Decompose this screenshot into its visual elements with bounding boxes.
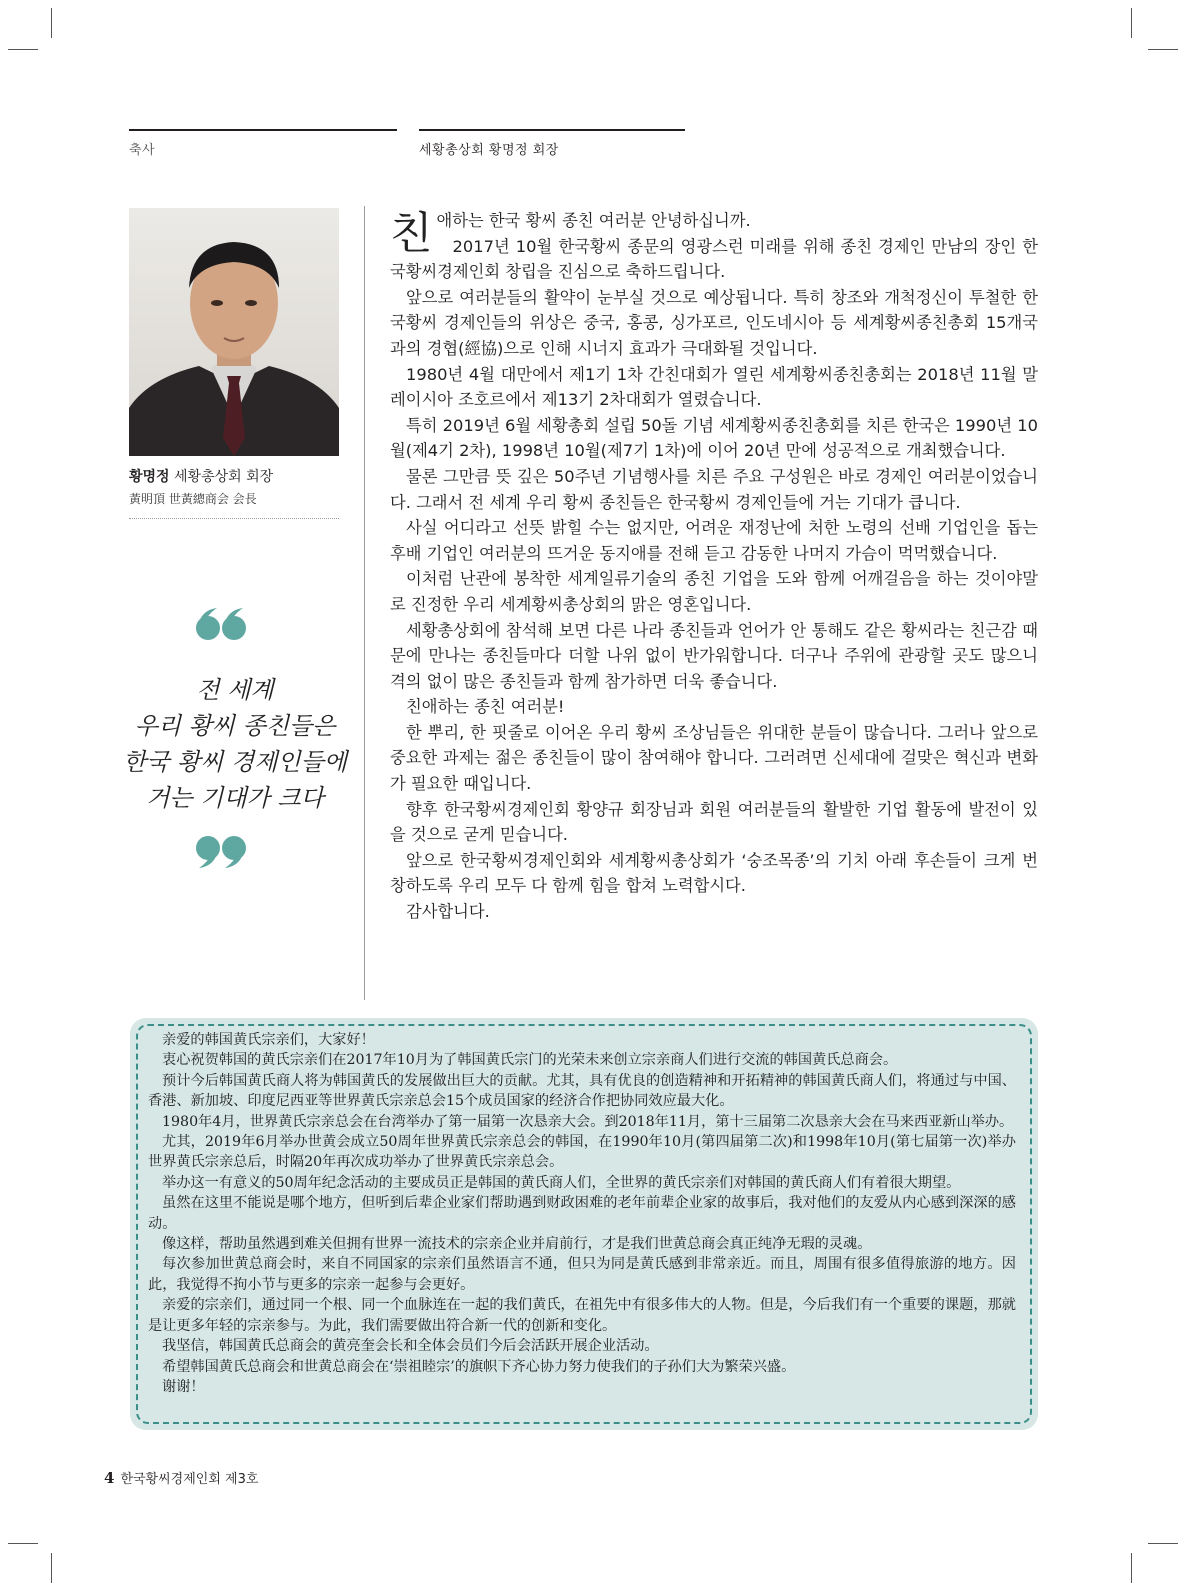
chinese-article bbox=[148, 1030, 1016, 1397]
pull-quote-line: 전 세계 bbox=[196, 676, 274, 704]
article-paragraph: 감사합니다. bbox=[406, 902, 490, 922]
article-paragraph: 사실 어디라고 선뜻 밝힐 수는 없지만, 어려운 재정난에 처한 노령의 선배 기업인을 돕는 후배 기업인 여러분의 뜨거운 동지애를 전해 듣고 감동한 나머지 가슴이 먹먹했습니다. bbox=[390, 518, 1038, 563]
article-paragraph: 친애하는 종친 여러분! bbox=[406, 697, 565, 717]
chinese-paragraph: 希望韩国黄氏总商会和世黄总商会在‘崇祖睦宗’的旗帜下齐心协力努力使我们的子孙们大为繁荣兴盛。 bbox=[162, 1358, 796, 1375]
chinese-paragraph: 每次参加世黄总商会时，来自不同国家的宗亲们虽然语言不通，但只为同是黄氏感到非常亲近。而且，周围有很多值得旅游的地方。因此，我觉得不拘小节与更多的宗亲一起参与会更好。 bbox=[148, 1256, 1016, 1293]
chinese-paragraph: 亲爱的宗亲们，通过同一个根、同一个血脉连在一起的我们黄氏，在祖先中有很多伟大的人物。但是，今后我们有一个重要的课题，那就是让更多年轻的宗亲参与。为此，我们需要做出符合新一代的创新和变化。 bbox=[148, 1297, 1016, 1334]
paragraph-text: 애하는 한국 황씨 종친 여러분 안녕하십니까. bbox=[436, 211, 751, 230]
page-number: 4 bbox=[104, 1469, 115, 1487]
article-paragraph: 앞으로 여러분들의 활약이 눈부실 것으로 예상됩니다. 특히 창조와 개척정신이 투철한 한국황씨 경제인들의 위상은 중국, 홍콩, 싱가포르, 인도네시아 등 세계황씨종친총회 15개국과의 경협(經協)으로 인해 시너지 효과가 극대화될 것입니다. bbox=[390, 287, 1038, 358]
article-paragraph: 물론 그만큼 뜻 깊은 50주년 기념행사를 치른 주요 구성원은 바로 경제인 여러분이었습니다. 그래서 전 세계 우리 황씨 종친들은 한국황씨 경제인들에 거는 기대가 큽니다. bbox=[390, 466, 1038, 512]
portrait-image bbox=[129, 208, 339, 456]
pull-quote-line: 거는 기대가 크다 bbox=[146, 784, 324, 812]
crop-mark bbox=[8, 1543, 38, 1544]
author-hanja: 黃明頂 世黃總商会 会長 bbox=[129, 492, 257, 506]
header-rule-left bbox=[129, 129, 397, 131]
chinese-paragraph: 亲爱的韩国黄氏宗亲们，大家好！ bbox=[162, 1032, 375, 1048]
header-rule-right bbox=[419, 129, 685, 131]
crop-mark bbox=[1148, 1543, 1178, 1544]
section-label: 축사 bbox=[129, 143, 156, 158]
article-paragraph: 1980년 4월 대만에서 제1기 1차 간친대회가 열린 세계황씨종친총회는 2018년 11월 말레이시아 조호르에서 제13기 2차대회가 열렸습니다. bbox=[390, 364, 1038, 410]
author-title: 세황총상회 회장 bbox=[174, 469, 274, 485]
drop-cap: 친 bbox=[390, 208, 433, 259]
article-paragraph: 세황총상회에 참석해 보면 다른 나라 종친들과 언어가 안 통해도 같은 황씨라는 친근감 때문에 만나는 종친들마다 더할 나위 없이 반가워합니다. 더구나 주위에 관광할 곳도 많으니 격의 없이 많은 종친들과 함께 참가하면 더욱 좋습니다. bbox=[390, 620, 1038, 691]
chinese-paragraph: 举办这一有意义的50周年纪念活动的主要成员正是韩国的黄氏商人们，全世界的黄氏宗亲们对韩国的黄氏商人们有着很大期望。 bbox=[162, 1174, 961, 1191]
chinese-paragraph: 尤其，2019年6月举办世黄会成立50周年世界黄氏宗亲总会的韩国，在1990年10月(第四届第二次)和1998年10月(第七届第一次)举办世界黄氏宗亲总后，时隔20年再次成功举办了世界黄氏宗亲总会。 bbox=[148, 1134, 1016, 1171]
pull-quote bbox=[100, 672, 370, 816]
article-paragraph: 향후 한국황씨경제인회 황양규 회장님과 회원 여러분들의 활발한 기업 활동에 발전이 있을 것으로 굳게 믿습니다. bbox=[390, 799, 1038, 845]
author-photo bbox=[129, 208, 339, 456]
page-footer bbox=[104, 1468, 258, 1487]
chinese-translation-box bbox=[130, 1018, 1038, 1430]
article-paragraph: 2017년 10월 한국황씨 종문의 영광스런 미래를 위해 종친 경제인 만남의 장인 한국황씨경제인회 창립을 진심으로 축하드립니다. bbox=[390, 236, 1038, 282]
chinese-paragraph: 1980年4月，世界黄氏宗亲总会在台湾举办了第一届第一次恳亲大会。到2018年11月，第十三届第二次恳亲大会在马来西亚新山举办。 bbox=[162, 1113, 1014, 1130]
crop-mark bbox=[51, 1553, 52, 1583]
caption-divider bbox=[129, 518, 339, 519]
publication-name: 한국황씨경제인회 제3호 bbox=[120, 1472, 259, 1487]
author-name: 황명정 bbox=[129, 469, 170, 485]
photo-caption bbox=[129, 466, 273, 486]
korean-article bbox=[390, 208, 1038, 925]
chinese-paragraph: 衷心祝贺韩国的黄氏宗亲们在2017年10月为了韩国黄氏宗门的光荣未来创立宗亲商人们进行交流的韩国黄氏总商会。 bbox=[162, 1052, 898, 1069]
crop-mark bbox=[8, 49, 38, 50]
pull-quote-line: 한국 황씨 경제인들에 bbox=[123, 748, 347, 776]
chinese-paragraph: 谢谢！ bbox=[162, 1378, 205, 1395]
chinese-paragraph: 预计今后韩国黄氏商人将为韩国黄氏的发展做出巨大的贡献。尤其，具有优良的创造精神和开拓精神的韩国黄氏商人们，将通过与中国、香港、新加坡、印度尼西亚等世界黄氏宗亲总会15个成员国家的经济合作把协同效应最大化。 bbox=[148, 1072, 1016, 1110]
article-paragraph: 한 뿌리, 한 핏줄로 이어온 우리 황씨 조상님들은 위대한 분들이 많습니다. 그러나 앞으로 중요한 과제는 젊은 종친들이 많이 참여해야 합니다. 그러려면 신세대에 걸맞은 혁신과 변화가 필요한 때입니다. bbox=[390, 722, 1038, 794]
column-divider bbox=[364, 206, 365, 1000]
open-quote-icon bbox=[191, 606, 251, 642]
chinese-paragraph: 我坚信，韩国黄氏总商会的黄亮奎会长和全体会员们今后会活跃开展企业活动。 bbox=[162, 1338, 659, 1355]
crop-mark bbox=[1131, 8, 1132, 38]
article-paragraph: 이처럼 난관에 봉착한 세계일류기술의 종친 기업을 도와 함께 어깨걸음을 하는 것이야말로 진정한 우리 세계황씨총상회의 맑은 영혼입니다. bbox=[390, 569, 1038, 614]
crop-mark bbox=[1148, 49, 1178, 50]
crop-mark bbox=[51, 8, 52, 38]
pull-quote-line: 우리 황씨 종친들은 bbox=[134, 712, 336, 740]
chinese-paragraph: 虽然在这里不能说是哪个地方，但听到后辈企业家们帮助遇到财政困难的老年前辈企业家的故事后，我对他们的友爱从内心感到深深的感动。 bbox=[148, 1195, 1016, 1232]
article-paragraph: 특히 2019년 6월 세황총회 설립 50돌 기념 세계황씨종친총회를 치른 한국은 1990년 10월(제4기 2차), 1998년 10월(제7기 1차)에 이어 20년 만에 성공적으로 개최했습니다. bbox=[390, 415, 1038, 461]
article-paragraph: 앞으로 한국황씨경제인회와 세계황씨총상회가 ‘숭조목종’의 기치 아래 후손들이 크게 번창하도록 우리 모두 다 함께 힘을 합쳐 노력합시다. bbox=[390, 850, 1038, 896]
chinese-paragraph: 像这样，帮助虽然遇到难关但拥有世界一流技术的宗亲企业并肩前行，才是我们世黄总商会真正纯净无瑕的灵魂。 bbox=[162, 1236, 872, 1253]
author-label: 세황총상회 황명정 회장 bbox=[419, 143, 559, 158]
crop-mark bbox=[1131, 1553, 1132, 1583]
close-quote-icon bbox=[191, 834, 251, 870]
